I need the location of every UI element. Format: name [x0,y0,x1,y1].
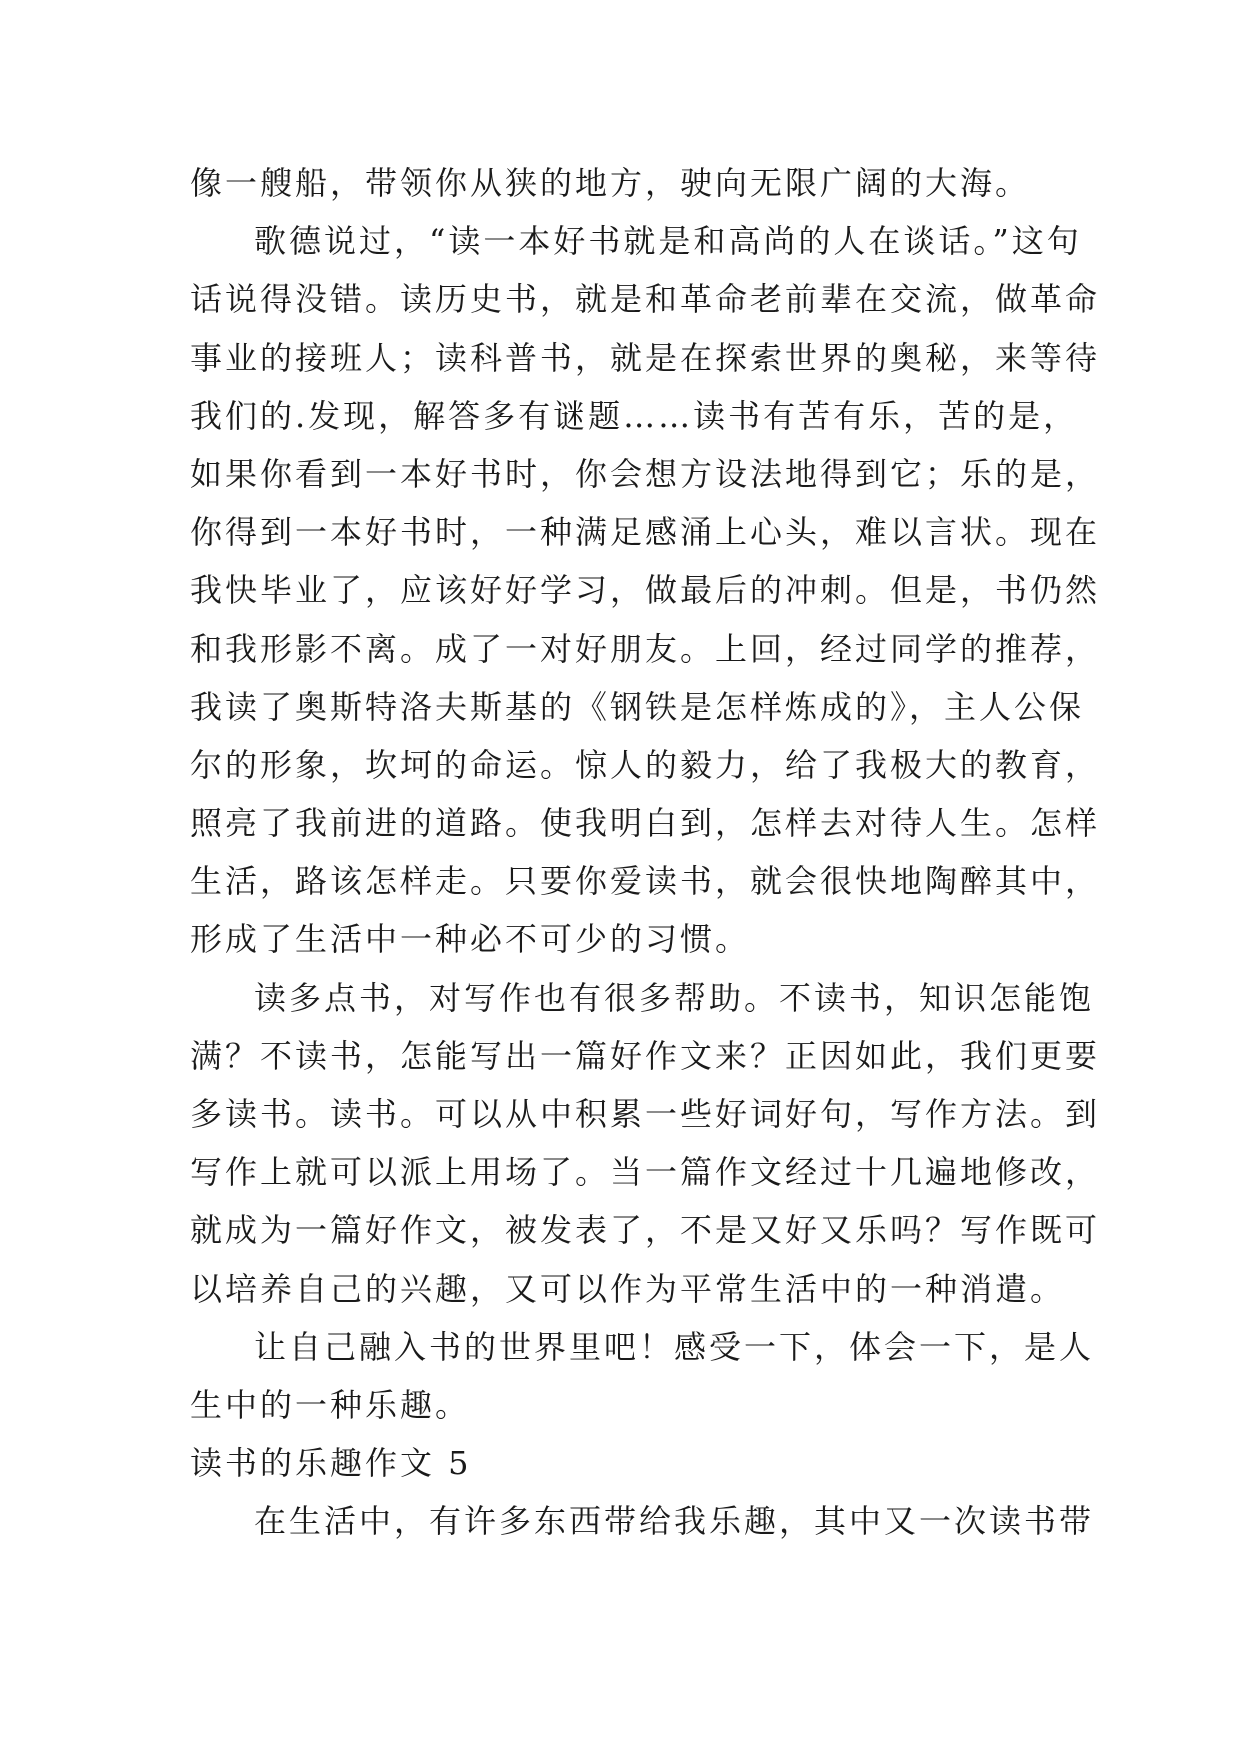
text-line: 像一艘船，带领你从狭的地方，驶向无限广阔的大海。 [190,164,1031,202]
text-line: 我们的.发现，解答多有谜题……读书有苦有乐，苦的是， [190,396,1079,435]
text-line: 写作上就可以派上用场了。当一篇作文经过十几遍地修改， [190,1153,1101,1192]
text-line: 满？不读书，怎能写出一篇好作文来？正因如此，我们更要 [190,1036,1101,1075]
text-line: 和我形影不离。成了一对好朋友。上回，经过同学的推荐， [190,629,1101,668]
text-line: 让自己融入书的世界里吧！感受一下，体会一下，是人 [254,1327,1095,1366]
text-line: 多读书。读书。可以从中积累一些好词好句，写作方法。到 [190,1095,1101,1133]
text-line: 在生活中，有许多东西带给我乐趣，其中又一次读书带 [254,1502,1095,1541]
document-body [190,154,1101,1551]
text-line: 尔的形象，坎坷的命运。惊人的毅力，给了我极大的教育， [190,745,1101,784]
text-line: 如果你看到一本好书时，你会想方设法地得到它；乐的是， [190,454,1101,493]
text-line: 就成为一篇好作文，被发表了，不是又好又乐吗？写作既可 [190,1211,1101,1250]
text-line: 生活，路该怎样走。只要你爱读书，就会很快地陶醉其中， [190,862,1101,901]
text-line: 以培养自己的兴趣，又可以作为平常生活中的一种消遣。 [190,1269,1066,1308]
text-line: 事业的接班人；读科普书，就是在探索世界的奥秘，来等待 [190,338,1101,377]
text-line: 话说得没错。读历史书，就是和革命老前辈在交流，做革命 [190,280,1101,319]
text-line: 读多点书，对写作也有很多帮助。不读书，知识怎能饱 [254,978,1095,1017]
text-line: 我快毕业了，应该好好学习，做最后的冲刺。但是，书仍然 [190,571,1101,610]
text-line: 照亮了我前进的道路。使我明白到，怎样去对待人生。怎样 [190,804,1101,843]
text-line: 形成了生活中一种必不可少的习惯。 [190,920,751,959]
text-line: 生中的一种乐趣。 [190,1385,471,1424]
text-line: 歌德说过，“读一本好书就是和高尚的人在谈话。”这句 [254,222,1082,261]
text-line: 读书的乐趣作文 5 [190,1444,472,1483]
text-line: 我读了奥斯特洛夫斯基的《钢铁是怎样炼成的》，主人公保 [190,687,1085,726]
text-line: 你得到一本好书时，一种满足感涌上心头，难以言状。现在 [190,513,1101,552]
